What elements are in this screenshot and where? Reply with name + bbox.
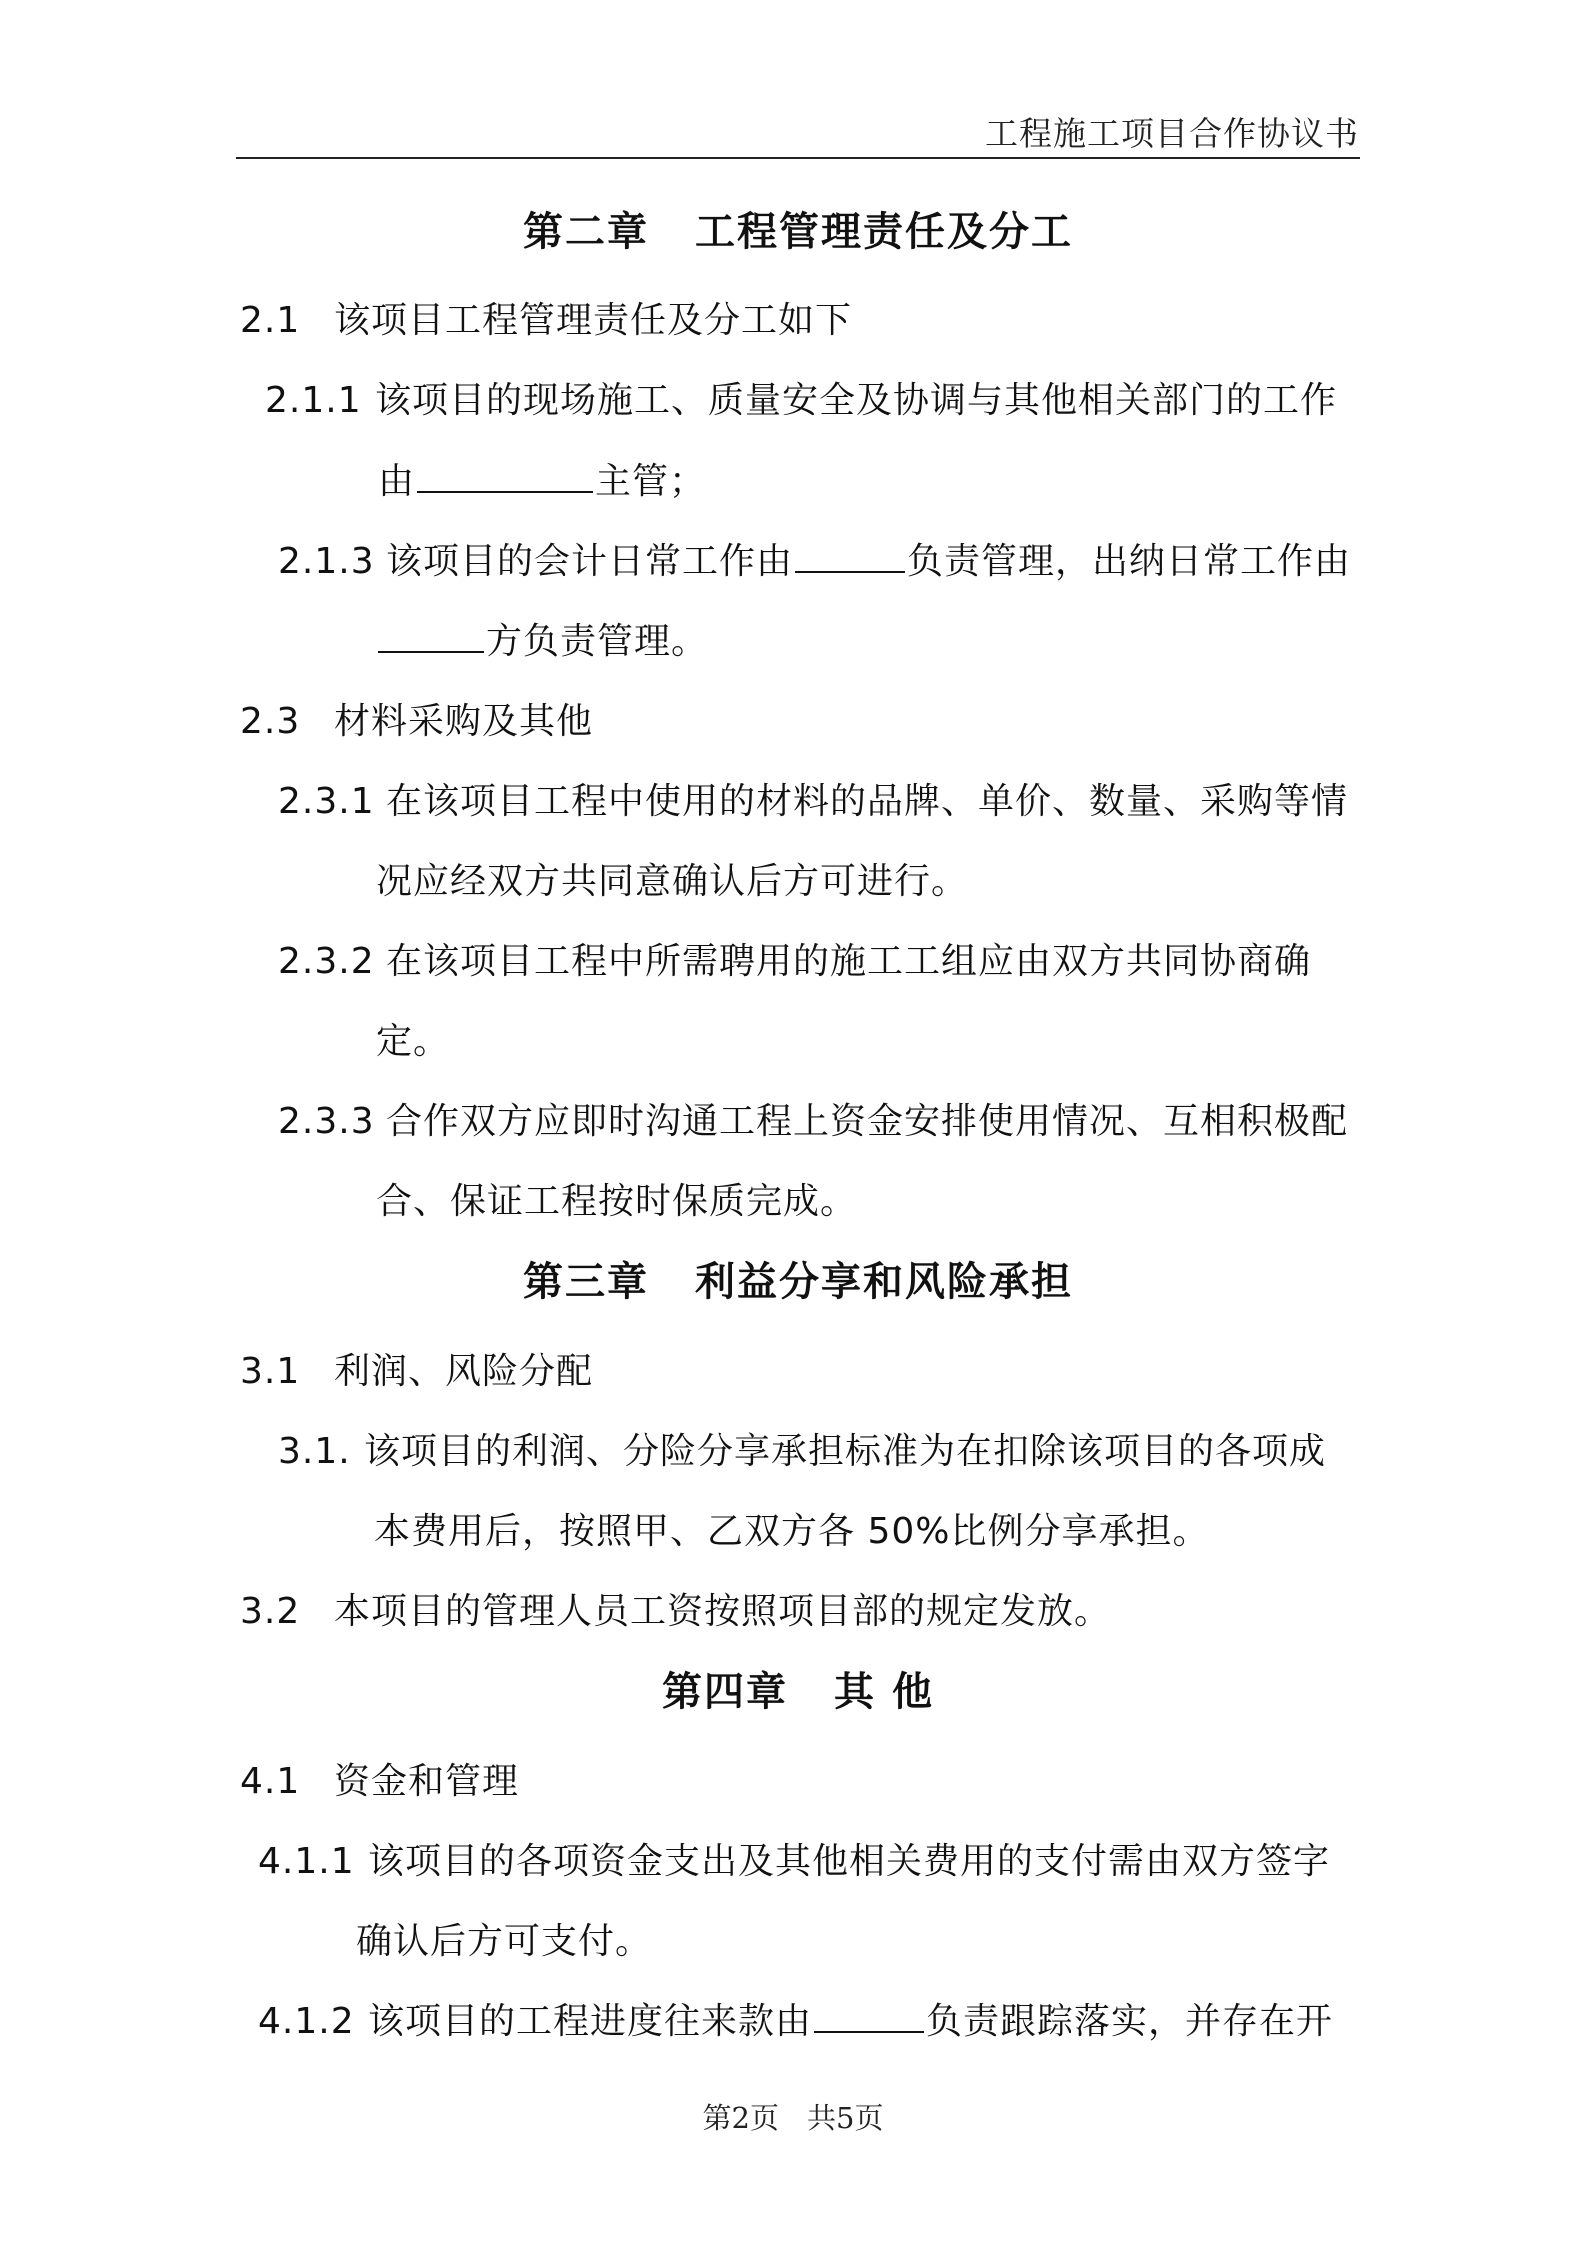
chapter-4-title: 其 他 (834, 1669, 934, 1715)
clause-number: 2.3.2 (278, 941, 375, 982)
clause-number: 2.1.3 (278, 541, 375, 582)
fill-in-blank[interactable] (795, 541, 905, 573)
clause-2-3-2 (278, 933, 1311, 984)
clause-number: 2.3.3 (278, 1101, 375, 1142)
document-header-title: 工程施工项目合作协议书 (985, 114, 1359, 153)
page-number: 第2页 (702, 2101, 779, 2135)
chapter-2-label: 第二章 (523, 209, 649, 255)
chapter-2-heading (236, 200, 1360, 257)
clause-2-3-1 (278, 773, 1348, 824)
section-number: 2.1 (240, 300, 301, 341)
chapter-4-heading (236, 1660, 1360, 1717)
section-4-1 (240, 1753, 519, 1804)
clause-text: 由 (378, 461, 416, 502)
section-text: 该项目工程管理责任及分工如下 (334, 300, 853, 341)
fill-in-blank[interactable] (378, 621, 484, 653)
section-text: 本项目的管理人员工资按照项目部的规定发放。 (334, 1591, 1112, 1632)
clause-2-3-3 (278, 1093, 1348, 1144)
fill-in-blank[interactable] (814, 2001, 924, 2033)
clause-number: 4.1.1 (258, 1841, 355, 1882)
clause-number: 3.1. (278, 1431, 351, 1472)
chapter-3-heading (236, 1250, 1360, 1307)
section-text: 利润、风险分配 (334, 1351, 594, 1392)
clause-number: 2.1.1 (265, 380, 362, 421)
chapter-4-label: 第四章 (662, 1669, 789, 1715)
section-3-1 (240, 1343, 593, 1394)
clause-number: 2.3.1 (278, 781, 375, 822)
header-divider (236, 157, 1360, 159)
clause-2-3-2-cont: 定。 (376, 1021, 451, 1062)
clause-number: 4.1.2 (258, 2001, 355, 2042)
clause-text: 在该项目工程中使用的材料的品牌、单价、数量、采购等情 (386, 781, 1349, 822)
clause-text: 该项目的现场施工、质量安全及协调与其他相关部门的工作 (375, 380, 1338, 421)
clause-2-1-1-cont (378, 453, 706, 504)
clause-3-1-x-cont: 本费用后，按照甲、乙双方各 50%比例分享承担。 (374, 1511, 1210, 1552)
clause-text: 该项目的利润、分险分享承担标准为在扣除该项目的各项成 (364, 1431, 1327, 1472)
clause-2-1-3-cont (376, 613, 708, 664)
section-number: 4.1 (240, 1761, 301, 1802)
section-number: 3.2 (240, 1591, 301, 1632)
section-text: 材料采购及其他 (334, 701, 594, 742)
clause-text: 该项目的会计日常工作由 (386, 541, 794, 582)
section-number: 2.3 (240, 701, 301, 742)
section-2-1 (240, 292, 852, 343)
section-text: 资金和管理 (334, 1761, 520, 1802)
section-2-3 (240, 693, 593, 744)
clause-4-1-1 (258, 1833, 1330, 1884)
chapter-3-label: 第三章 (523, 1259, 649, 1305)
clause-2-3-1-cont: 况应经双方共同意确认后方可进行。 (376, 861, 969, 902)
clause-text: 负责跟踪落实，并存在开 (926, 2001, 1334, 2042)
clause-text: 在该项目工程中所需聘用的施工工组应由双方共同协商确 (386, 941, 1312, 982)
clause-2-3-3-cont: 合、保证工程按时保质完成。 (376, 1181, 858, 1222)
clause-text: 主管； (595, 461, 707, 502)
clause-text: 该项目的各项资金支出及其他相关费用的支付需由双方签字 (368, 1841, 1331, 1882)
clause-text: 该项目的工程进度往来款由 (368, 2001, 813, 2042)
clause-4-1-1-cont: 确认后方可支付。 (356, 1921, 653, 1962)
section-3-2 (240, 1583, 1111, 1634)
chapter-2-title: 工程管理责任及分工 (695, 209, 1073, 255)
page-footer (0, 2096, 1586, 2137)
chapter-3-title: 利益分享和风险承担 (695, 1259, 1073, 1305)
fill-in-blank[interactable] (417, 461, 593, 493)
clause-2-1-1 (265, 372, 1337, 423)
page-total: 共5页 (807, 2101, 884, 2135)
section-number: 3.1 (240, 1351, 301, 1392)
clause-text: 合作双方应即时沟通工程上资金安排使用情况、互相积极配 (386, 1101, 1349, 1142)
clause-3-1-x (278, 1423, 1326, 1474)
clause-2-1-3 (278, 533, 1351, 584)
clause-text: 方负责管理。 (486, 621, 709, 662)
clause-text: 负责管理，出纳日常工作由 (907, 541, 1352, 582)
clause-4-1-2 (258, 1993, 1333, 2044)
